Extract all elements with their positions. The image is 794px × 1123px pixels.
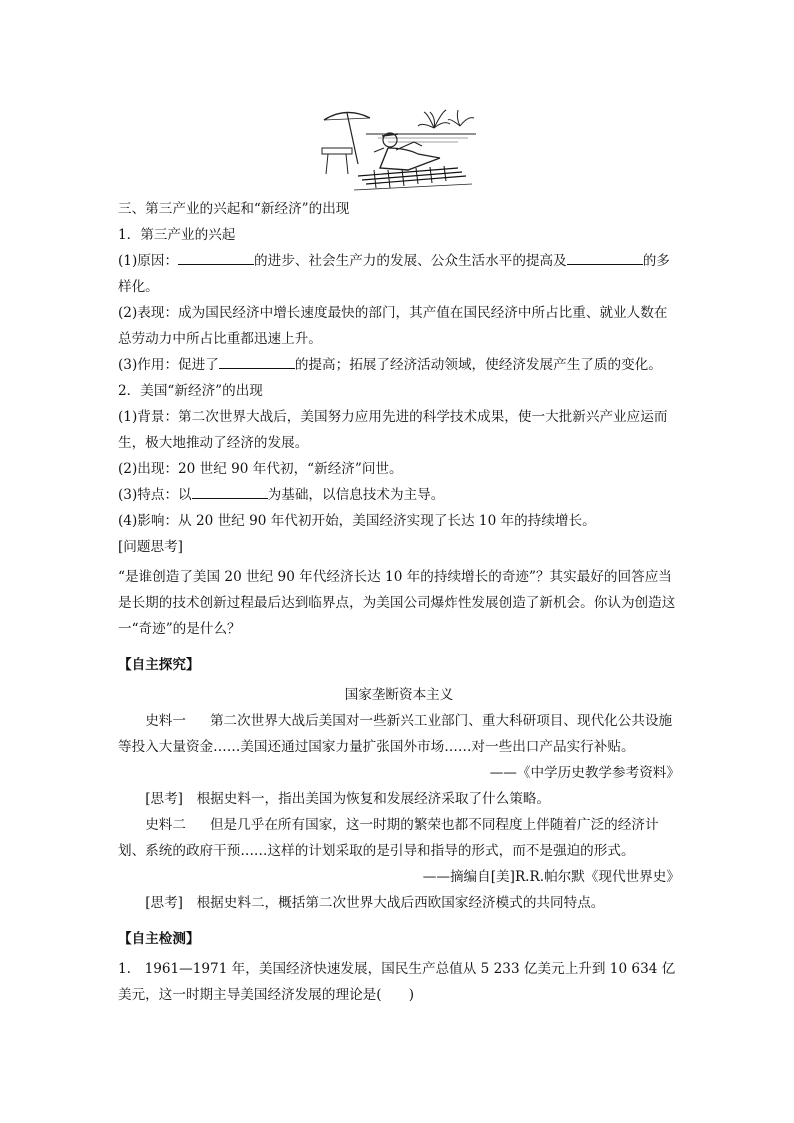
fill-blank[interactable] <box>178 250 254 265</box>
item-cause: (1)原因： 的进步、社会生产力的发展、公众生活水平的提高及 的多样化。 <box>118 248 680 300</box>
fill-blank[interactable] <box>219 354 295 369</box>
fill-blank[interactable] <box>567 250 643 265</box>
item-appearance: (2)出现：20 世纪 90 年代初，“新经济”问世。 <box>118 461 403 477</box>
item-effect: (3)作用：促进了 的提高；拓展了经济活动领域，使经济发展产生了质的变化。 <box>118 352 680 378</box>
subheading-tertiary-industry: 1．第三产业的兴起 <box>118 227 236 243</box>
question-text: “是谁创造了美国 20 世纪 90 年代经济长达 10 年的持续增长的奇迹”？其实最好的回答应当是长期的技术创新过程最后达到临界点，为美国公司爆炸性发展创造了新机会。你认为创造这一“奇迹”的是什么？ <box>118 569 676 637</box>
explore-heading: 【自主探究】 <box>118 657 200 673</box>
check-heading: 【自主检测】 <box>118 931 200 947</box>
source-two-citation: ——摘编自[美]R.R.帕尔默《现代世界史》 <box>422 869 680 885</box>
section-heading: 三、第三产业的兴起和“新经济”的出现 <box>118 201 350 217</box>
fill-blank[interactable] <box>192 484 268 499</box>
think-one: [思考] 根据史料一，指出美国为恢复和发展经济采取了什么策略。 <box>145 791 551 807</box>
item-feature: (3)特点：以 为基础，以信息技术为主导。 <box>118 482 680 508</box>
item-background: (1)背景：第二次世界大战后，美国努力应用先进的科学技术成果，使一大批新兴产业应运而生，极大地推动了经济的发展。 <box>118 409 668 451</box>
source-one: 史料一 第二次世界大战后美国对一些新兴工业部门、重大科研项目、现代化公共设施等投入大量资金……美国还通过国家力量扩张国外市场……对一些出口产品实行补贴。 <box>118 713 673 755</box>
check-question-1: 1. 1961—1971 年，美国经济快速发展，国民生产总值从 5 233 亿美元上升到 10 634 亿美元，这一时期主导美国经济发展的理论是( ) <box>118 961 676 1003</box>
think-two: [思考] 根据史料二，概括第二次世界大战后西欧国家经济模式的共同特点。 <box>145 895 605 911</box>
source-one-citation: ——《中学历史教学参考资料》 <box>489 765 680 781</box>
lounging-man-illustration <box>318 104 478 192</box>
question-heading: [问题思考] <box>118 539 183 555</box>
explore-title: 国家垄断资本主义 <box>344 687 454 703</box>
subheading-new-economy: 2．美国“新经济”的出现 <box>118 383 263 399</box>
text-content <box>118 196 680 1008</box>
item-impact: (4)影响：从 20 世纪 90 年代初开始，美国经济实现了长达 10 年的持续增长。 <box>118 513 596 529</box>
item-manifestation: (2)表现：成为国民经济中增长速度最快的部门，其产值在国民经济中所占比重、就业人数在总劳动力中所占比重都迅速上升。 <box>118 305 668 347</box>
source-two: 史料二 但是几乎在所有国家，这一时期的繁荣也都不同程度上伴随着广泛的经济计划、系统的政府干预……这样的计划采取的是引导和指导的形式，而不是强迫的形式。 <box>118 817 659 859</box>
